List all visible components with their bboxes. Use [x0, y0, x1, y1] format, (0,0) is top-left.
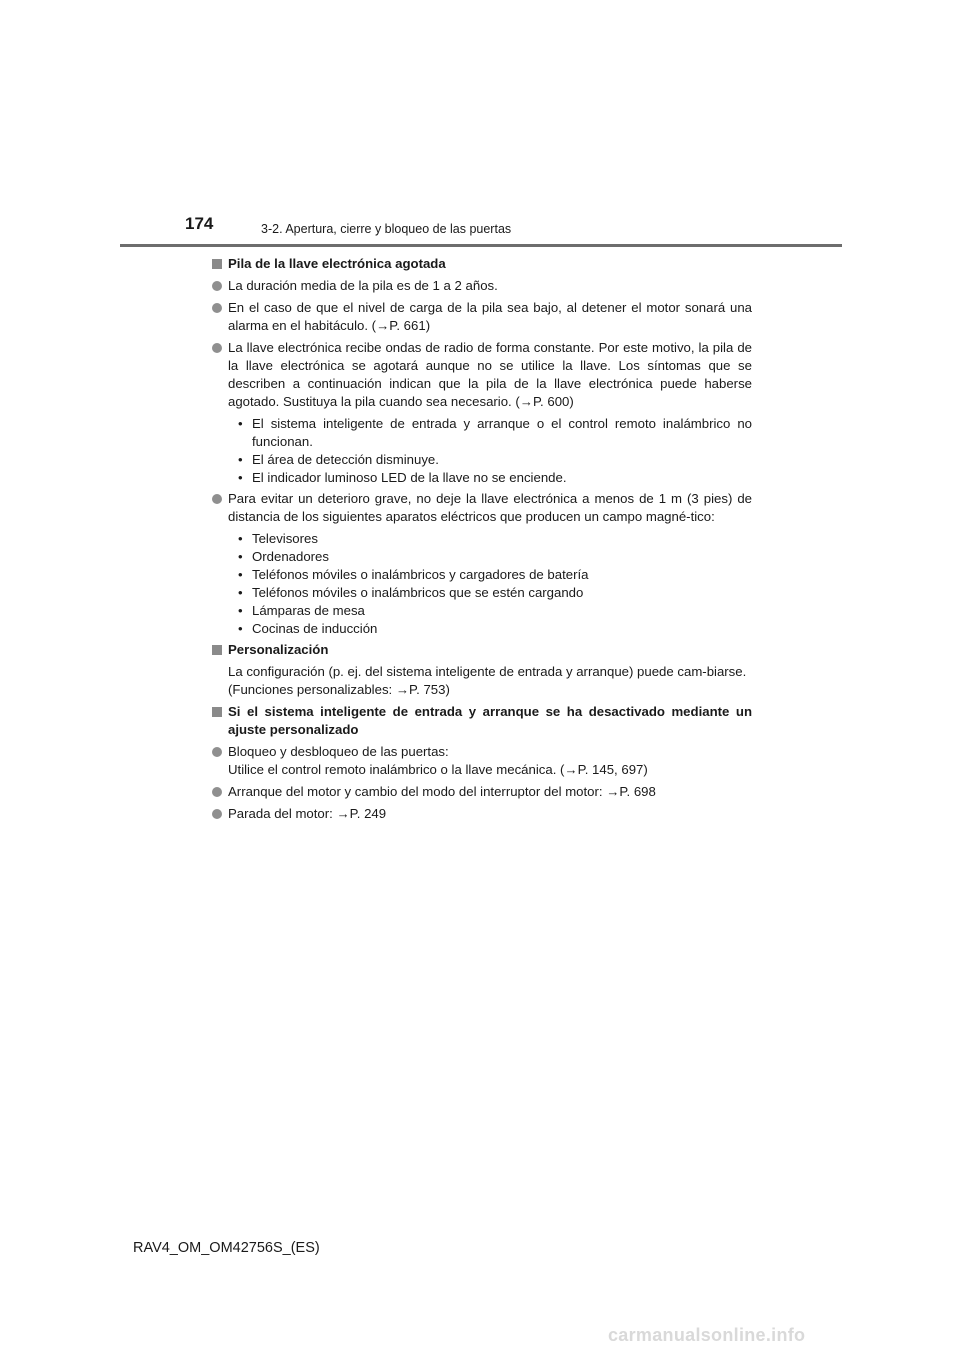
list-item-text: Cocinas de inducción: [252, 621, 378, 636]
dot-marker: •: [238, 621, 243, 636]
appliance-list: [212, 530, 752, 638]
dot-marker: •: [238, 470, 243, 485]
list-item: [238, 451, 752, 469]
header-divider: [120, 244, 842, 247]
footer-model-code: RAV4_OM_OM42756S_(ES): [133, 1240, 320, 1256]
section-title: 3-2. Apertura, cierre y bloqueo de las puertas: [261, 222, 512, 236]
page-content: [212, 255, 752, 827]
circle-bullet-icon: [212, 809, 222, 819]
bullet-line: Utilice el control remoto inalámbrico o la llave mecánica. (→P. 145, 697): [228, 762, 648, 777]
list-item-text: Televisores: [252, 531, 318, 546]
bullet-text: La llave electrónica recibe ondas de radio de forma constante. Por este motivo, la pila de la llave electrónica se agotará aunque no se utilice la llave. Los síntomas que se describen a continuación indican que la pila de la llave electrónica puede haberse agotado. Sustituya la pila cuando sea necesario. (→P. 600): [228, 340, 752, 409]
list-item-text: Ordenadores: [252, 549, 329, 564]
circle-bullet-icon: [212, 303, 222, 313]
circle-bullet-icon: [212, 494, 222, 504]
bullet-item: [212, 277, 752, 295]
heading-text: Personalización: [228, 642, 329, 657]
dot-marker: •: [238, 585, 243, 600]
square-bullet-icon: [212, 707, 222, 717]
bullet-text: La duración media de la pila es de 1 a 2 años.: [228, 278, 498, 293]
list-item: [238, 584, 752, 602]
bullet-item: [212, 299, 752, 335]
bullet-item: [212, 743, 752, 779]
list-item: [238, 602, 752, 620]
bullet-text: Arranque del motor y cambio del modo del interruptor del motor: →P. 698: [228, 784, 656, 799]
dot-marker: •: [238, 531, 243, 546]
list-item: [238, 530, 752, 548]
dot-marker: •: [238, 416, 243, 431]
list-item-text: El indicador luminoso LED de la llave no se enciende.: [252, 470, 567, 485]
dot-marker: •: [238, 549, 243, 564]
dot-marker: •: [238, 567, 243, 582]
bullet-line: Bloqueo y desbloqueo de las puertas:: [228, 744, 449, 759]
bullet-item: [212, 339, 752, 411]
list-item-text: El área de detección disminuye.: [252, 452, 439, 467]
list-item-text: Teléfonos móviles o inalámbricos y cargadores de batería: [252, 567, 589, 582]
paragraph-line: (Funciones personalizables: →P. 753): [228, 682, 450, 697]
bullet-text: En el caso de que el nivel de carga de la pila sea bajo, al detener el motor sonará una alarma en el habitáculo. (→P. 661): [228, 300, 752, 333]
dot-marker: •: [238, 452, 243, 467]
page-number: 174: [185, 214, 214, 233]
list-item: [238, 548, 752, 566]
watermark: carmanualsonline.info: [608, 1325, 806, 1345]
list-item-text: Teléfonos móviles o inalámbricos que se estén cargando: [252, 585, 584, 600]
heading-smart-key-disabled: [212, 703, 752, 739]
list-item: [238, 415, 752, 451]
heading-text: Si el sistema inteligente de entrada y arranque se ha desactivado mediante un ajuste personalizado: [228, 704, 752, 737]
bullet-text: Para evitar un deterioro grave, no deje la llave electrónica a menos de 1 m (3 pies) de distancia de los siguientes aparatos eléctricos que producen un campo magné-tico:: [228, 491, 752, 524]
bullet-text: [228, 743, 752, 779]
list-item-text: El sistema inteligente de entrada y arranque o el control remoto inalámbrico no funcionan.: [252, 416, 752, 449]
paragraph: [212, 663, 752, 699]
bullet-text: Parada del motor: →P. 249: [228, 806, 387, 821]
list-item: [238, 469, 752, 487]
bullet-item: [212, 783, 752, 801]
circle-bullet-icon: [212, 747, 222, 757]
page-header: [0, 0, 960, 250]
circle-bullet-icon: [212, 787, 222, 797]
square-bullet-icon: [212, 645, 222, 655]
list-item: [238, 566, 752, 584]
bullet-item: [212, 490, 752, 526]
symptom-list: [212, 415, 752, 487]
list-item-text: Lámparas de mesa: [252, 603, 365, 618]
bullet-item: [212, 805, 752, 823]
paragraph-line: La configuración (p. ej. del sistema inteligente de entrada y arranque) puede cam-biarse.: [228, 664, 747, 679]
heading-text: Pila de la llave electrónica agotada: [228, 256, 446, 271]
heading-customization: [212, 641, 752, 659]
circle-bullet-icon: [212, 281, 222, 291]
square-bullet-icon: [212, 259, 222, 269]
heading-battery: [212, 255, 752, 273]
circle-bullet-icon: [212, 343, 222, 353]
dot-marker: •: [238, 603, 243, 618]
list-item: [238, 620, 752, 638]
